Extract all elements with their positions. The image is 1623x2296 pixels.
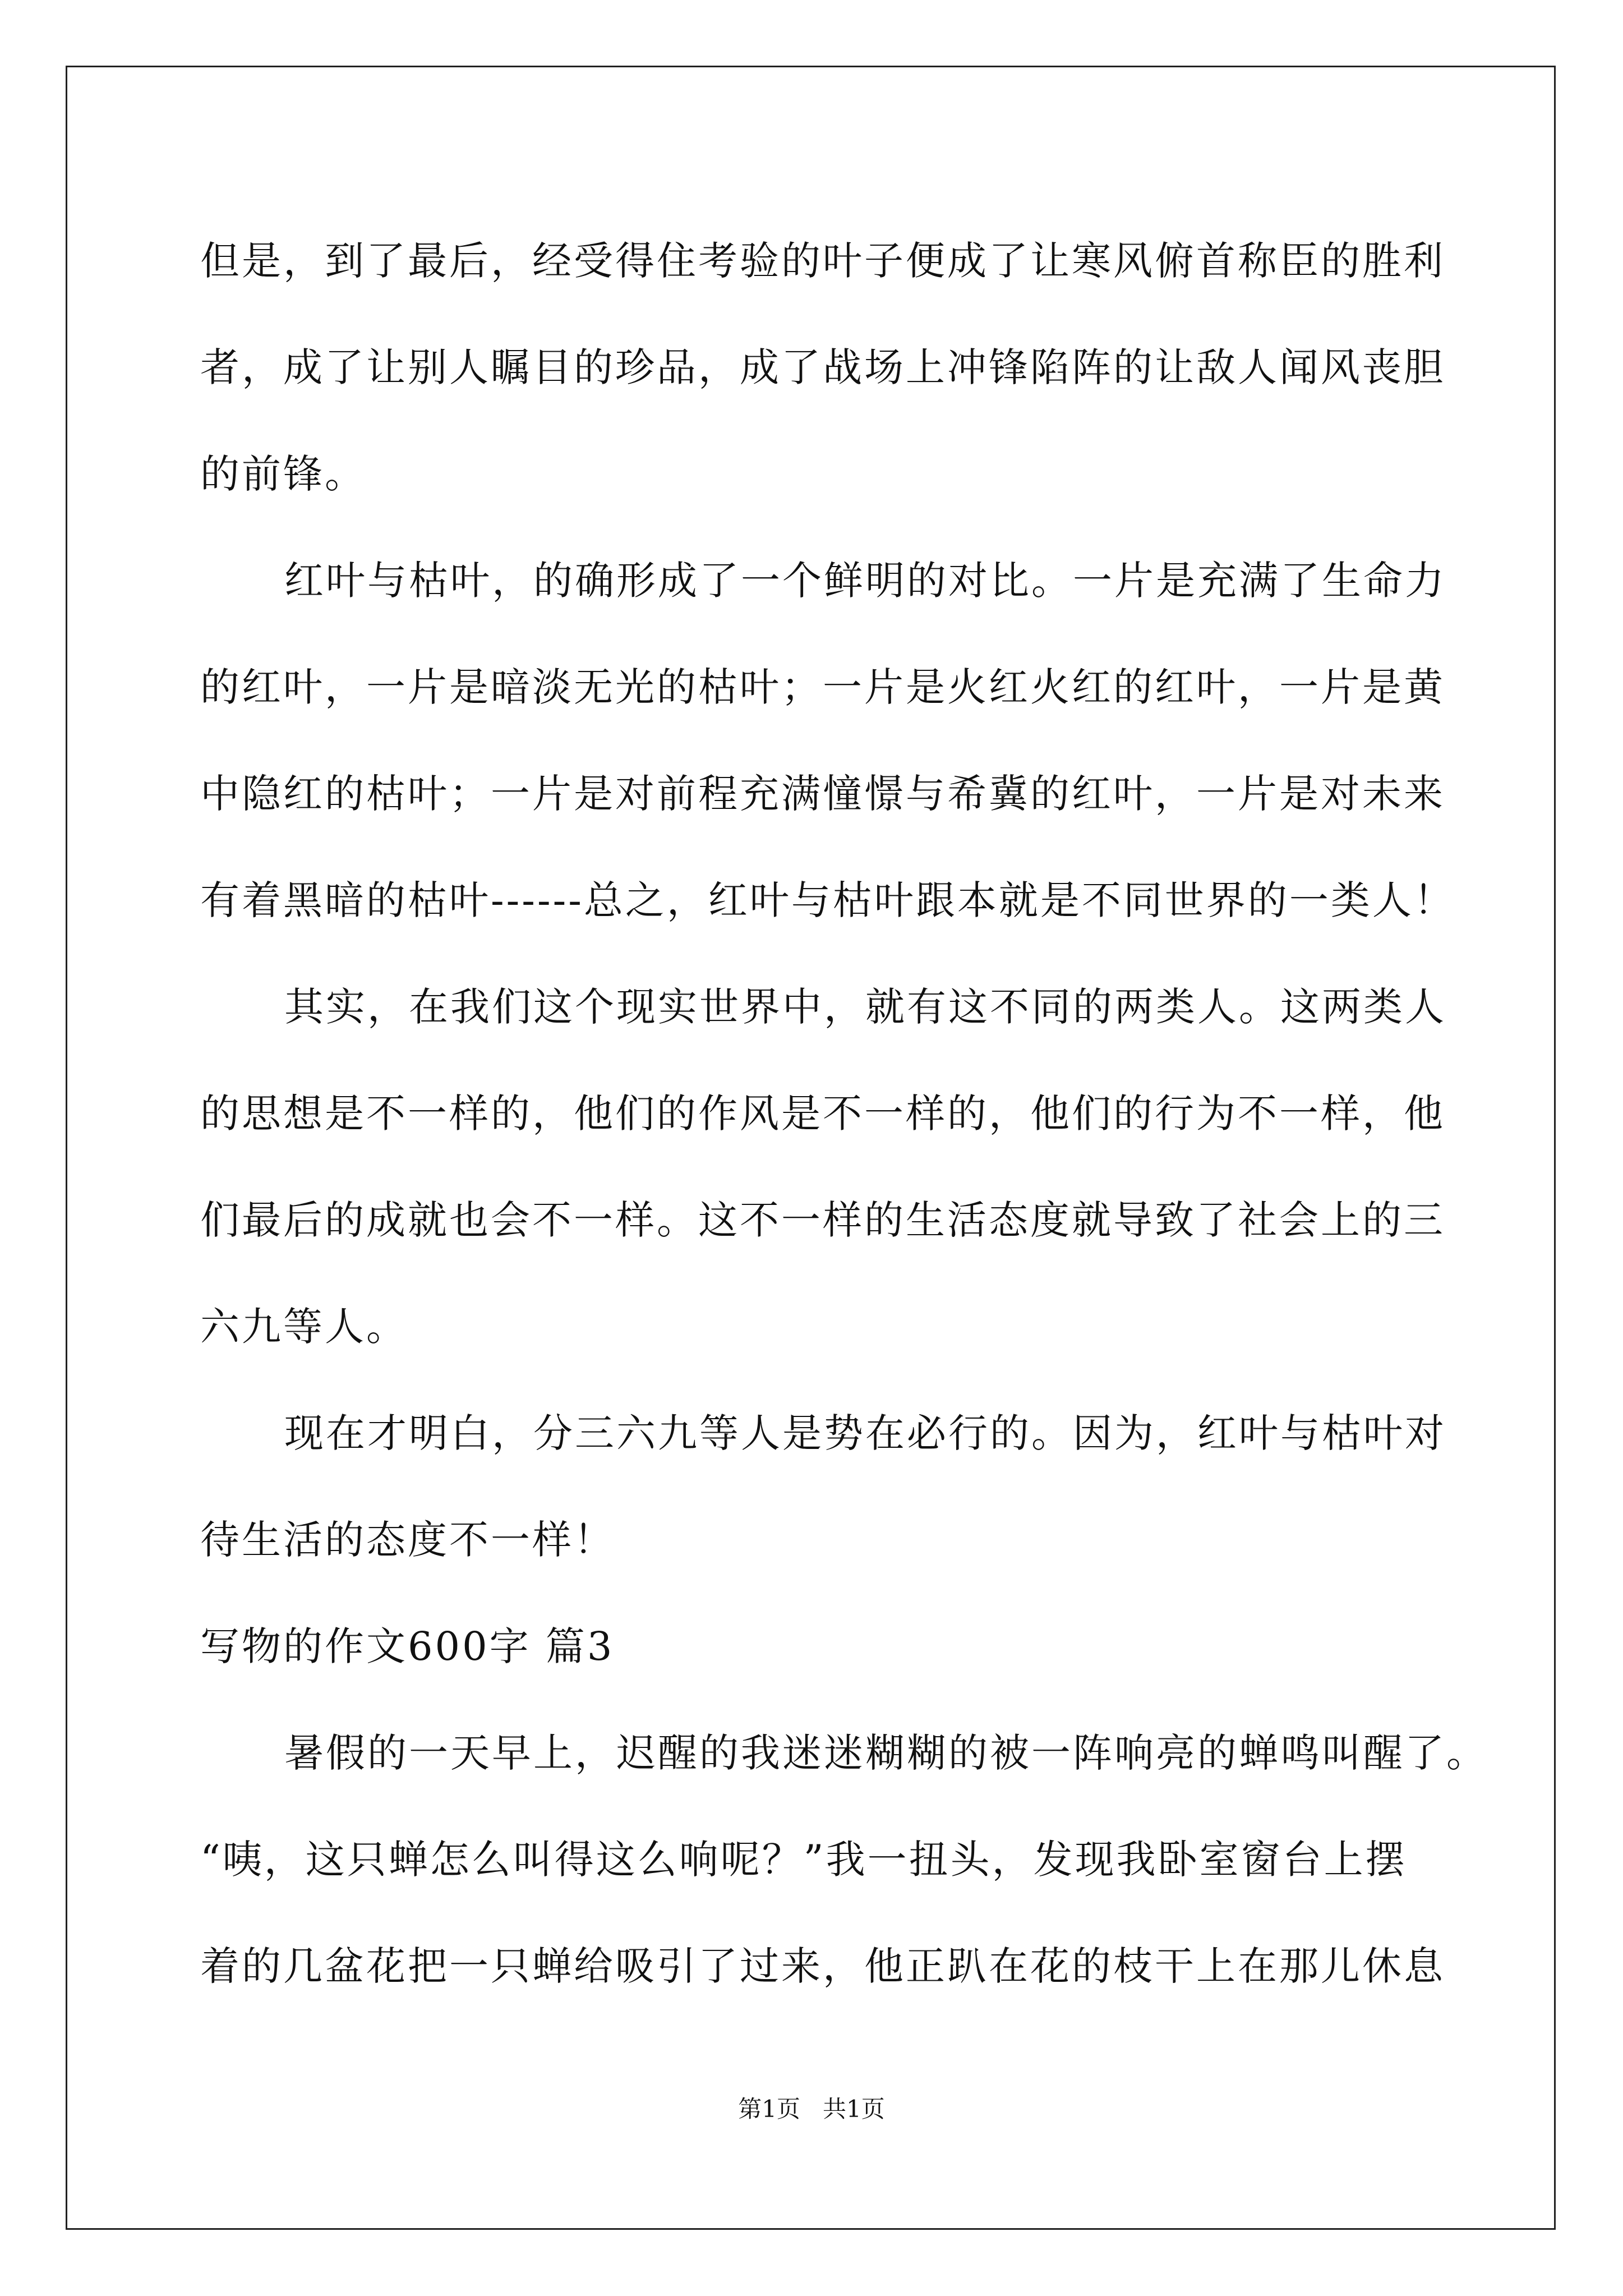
- text-line: 的前锋。: [200, 451, 366, 497]
- text-line: 有着黑暗的枯叶------总之，红叶与枯叶跟本就是不同世界的一类人！: [200, 877, 1455, 923]
- paragraph-start-line: 红叶与枯叶，的确形成了一个鲜明的对比。一片是充满了生命力: [284, 558, 1446, 604]
- text-line: 但是，到了最后，经受得住考验的叶子便成了让寒风俯首称臣的胜利: [200, 238, 1445, 284]
- text-line: 的思想是不一样的，他们的作风是不一样的，他们的行为不一样，他: [200, 1091, 1445, 1137]
- paragraph-start-line: 暑假的一天早上，迟醒的我迷迷糊糊的被一阵响亮的蝉鸣叫醒了。: [284, 1730, 1488, 1776]
- text-line: 们最后的成就也会不一样。这不一样的生活态度就导致了社会上的三: [200, 1197, 1445, 1243]
- page-footer: 第1页 共1页: [738, 2095, 885, 2123]
- paragraph-start-line: 现在才明白，分三六九等人是势在必行的。因为，红叶与枯叶对: [284, 1410, 1446, 1456]
- text-line: 待生活的态度不一样！: [200, 1517, 615, 1563]
- paragraph-start-line: 其实，在我们这个现实世界中，就有这不同的两类人。这两类人: [284, 984, 1446, 1030]
- text-line: 着的几盆花把一只蝉给吸引了过来，他正趴在花的枝干上在那儿休息: [200, 1943, 1445, 1989]
- text-line: 的红叶，一片是暗淡无光的枯叶；一片是火红火红的红叶，一片是黄: [200, 664, 1445, 710]
- text-line: 六九等人。: [200, 1304, 408, 1350]
- text-line: 者，成了让别人瞩目的珍品，成了战场上冲锋陷阵的让敌人闻风丧胆: [200, 344, 1445, 390]
- text-line: “咦，这只蝉怎么叫得这么响呢？”我一扭头，发现我卧室窗台上摆: [200, 1837, 1407, 1883]
- text-line: 中隐红的枯叶；一片是对前程充满憧憬与希冀的红叶，一片是对未来: [200, 771, 1445, 817]
- document-body: [200, 208, 1488, 2019]
- section-heading: 写物的作文600字 篇3: [200, 1623, 615, 1669]
